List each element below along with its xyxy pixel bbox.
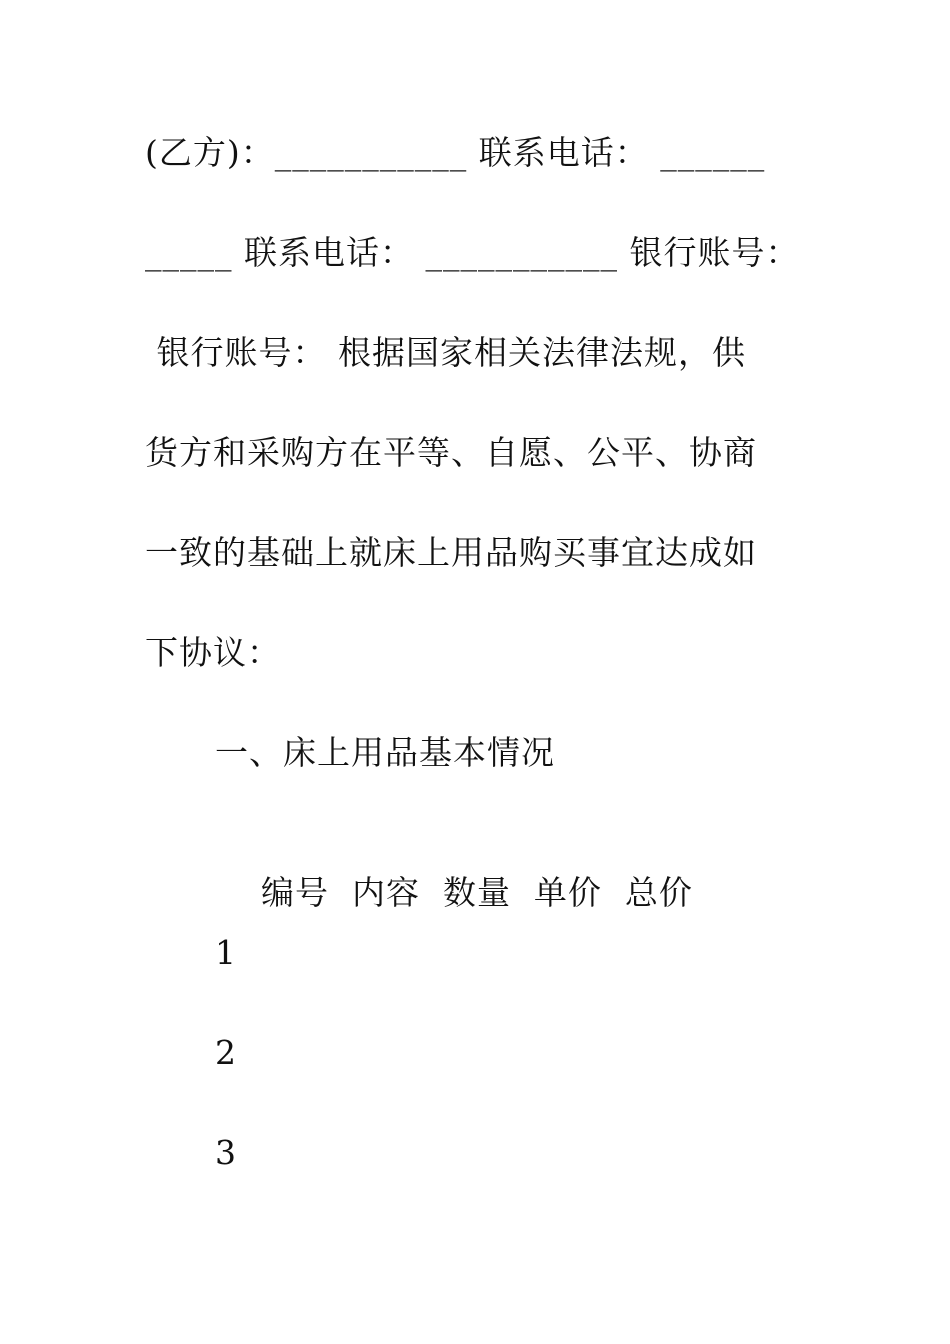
section-title: 一、床上用品基本情况: [215, 733, 555, 772]
contact-phone-line: _____ 联系电话： ___________ 银行账号：: [145, 233, 800, 272]
table-header-number: 编号: [260, 873, 329, 912]
table-header-total-price: 总价: [624, 873, 693, 912]
agreement-text-line: 一致的基础上就床上用品购买事宜达成如: [145, 533, 757, 572]
table-header: [215, 833, 693, 953]
agreement-text-line: 下协议：: [145, 633, 281, 672]
table-header-content: 内容: [351, 873, 420, 912]
bank-account-line: 银行账号： 根据国家相关法律法规，供: [145, 333, 746, 372]
table-header-quantity: 数量: [442, 873, 511, 912]
agreement-text-line: 货方和采购方在平等、自愿、公平、协商: [145, 433, 757, 472]
table-row-number: 3: [215, 1133, 237, 1172]
table-row-number: 1: [215, 933, 237, 972]
table-header-unit-price: 单价: [533, 873, 602, 912]
table-row-number: 2: [215, 1033, 237, 1072]
party-b-line: (乙方)：___________ 联系电话： ______: [145, 133, 766, 172]
